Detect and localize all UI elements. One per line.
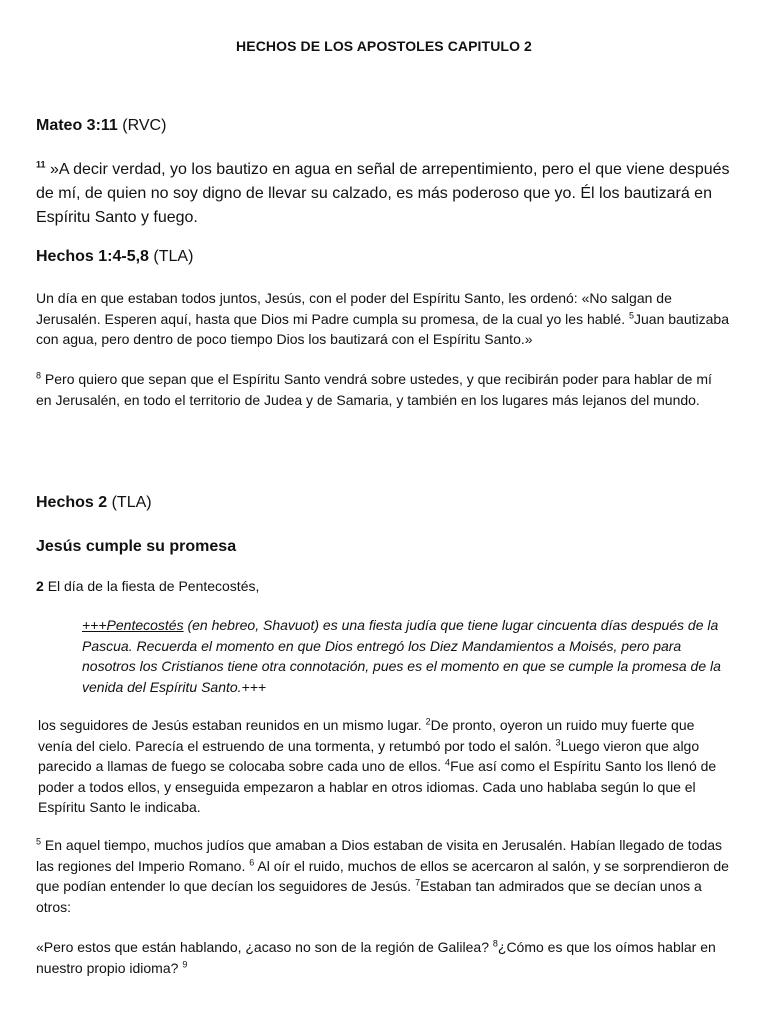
verses-hechos-2-7-9: [36, 937, 730, 978]
verse-number: 2: [425, 716, 431, 727]
verses-hechos-2-1-4: [38, 715, 732, 818]
verse-text: »A decir verdad, yo los bautizo en agua en señal de arrepentimiento, pero el que viene después de mí, de quien no soy digno de llevar su calzado, es más poderoso que yo. Él los bautizará en Espíritu Santo y fuego.: [36, 161, 730, 226]
verse-number: 5: [629, 309, 635, 320]
note-term: Pentecostés: [106, 617, 184, 633]
verses-hechos-1-4-5: [36, 288, 730, 350]
verse-text: los seguidores de Jesús estaban reunidos en un mismo lugar.: [38, 717, 422, 733]
verse-text: Juan bautizaba con agua, pero dentro de poco tiempo Dios los bautizará con el Espíritu Santo.»: [36, 310, 729, 348]
bible-version: (TLA): [111, 494, 152, 511]
verse-number: 11: [36, 159, 46, 170]
chapter-number: 2: [36, 578, 44, 594]
verse-mateo-3-11: [36, 158, 736, 230]
verse-text: «Pero estos que están hablando, ¿acaso no son de la región de Galilea?: [36, 939, 489, 955]
note-text: (en hebreo, Shavuot) es una fiesta judía que tiene lugar cincuenta días después de la Pascua. Recuerda el momento en que Dios entregó los Diez Mandamientos a Moisés, pero para nosotros los Cristianos tiene otra connotación, pues es el momento en que se cumple la promesa de la venida del Espíritu Santo.+++: [82, 617, 721, 695]
verse-text: De pronto, oyeron un ruido muy fuerte que venía del cielo. Parecía el estruendo de una tormenta, y retumbó por todo el salón.: [38, 717, 695, 754]
verse-number: 3: [555, 736, 561, 747]
verses-hechos-2-5-7: [36, 835, 730, 917]
reference-name: Hechos 2: [36, 494, 108, 511]
verse-number: 8: [36, 370, 42, 381]
verse-number: 4: [445, 757, 451, 768]
verse-text: Pero quiero que sepan que el Espíritu Santo vendrá sobre ustedes, y que recibirán poder para hablar de mí en Jerusalén, en todo el territorio de Judea y de Samaria, y también en los lugares más lejanos del mundo.: [36, 371, 712, 408]
verse-number: 6: [249, 856, 255, 867]
verse-text: El día de la fiesta de Pentecostés,: [47, 578, 260, 594]
verse-number: 9: [182, 958, 188, 969]
scripture-reference-mateo: [36, 117, 166, 135]
verse-text: Estaban tan admirados que se decían unos a otros:: [36, 878, 702, 915]
verse-text: En aquel tiempo, muchos judíos que amaban a Dios estaban de visita en Jerusalén. Habían llegado de todas las regiones del Imperio Romano.: [36, 837, 723, 874]
verse-text: ¿Cómo es que los oímos hablar en nuestro propio idioma?: [36, 939, 716, 976]
scripture-reference-hechos-2: [36, 494, 152, 512]
note-prefix: +++: [82, 617, 107, 633]
verse-text: Al oír el ruido, muchos de ellos se acercaron al salón, y se sorprendieron de que podían entender lo que decían los seguidores de Jesús.: [36, 857, 729, 895]
pentecost-note: [82, 615, 732, 697]
scripture-reference-hechos-1: [36, 248, 193, 266]
verse-number: 8: [492, 938, 498, 949]
bible-version: (RVC): [122, 117, 167, 134]
verse-number: 7: [415, 877, 421, 888]
verse-hechos-2-1: [36, 576, 730, 597]
verse-text: Un día en que estaban todos juntos, Jesús, con el poder del Espíritu Santo, les ordenó: «No salgan de Jerusalén. Esperen aquí, hasta que Dios mi Padre cumpla su promesa, de la cual yo les hablé.: [36, 290, 672, 327]
page-title: HECHOS DE LOS APOSTOLES CAPITULO 2: [236, 38, 532, 54]
reference-name: Mateo 3:11: [36, 117, 118, 134]
reference-name: Hechos 1:4-5,8: [36, 248, 149, 265]
verse-text: Luego vieron que algo parecido a llamas de fuego se colocaba sobre cada uno de ellos.: [38, 737, 700, 775]
verse-hechos-1-8: [36, 369, 730, 410]
verse-number: 5: [36, 836, 42, 847]
section-heading: Jesús cumple su promesa: [36, 538, 237, 555]
verse-text: Fue así como el Espíritu Santo los llenó de poder a todos ellos, y enseguida empezaron a hablar en otros idiomas. Cada uno hablaba según lo que el Espíritu Santo le indicaba.: [38, 758, 717, 816]
bible-version: (TLA): [153, 248, 194, 265]
